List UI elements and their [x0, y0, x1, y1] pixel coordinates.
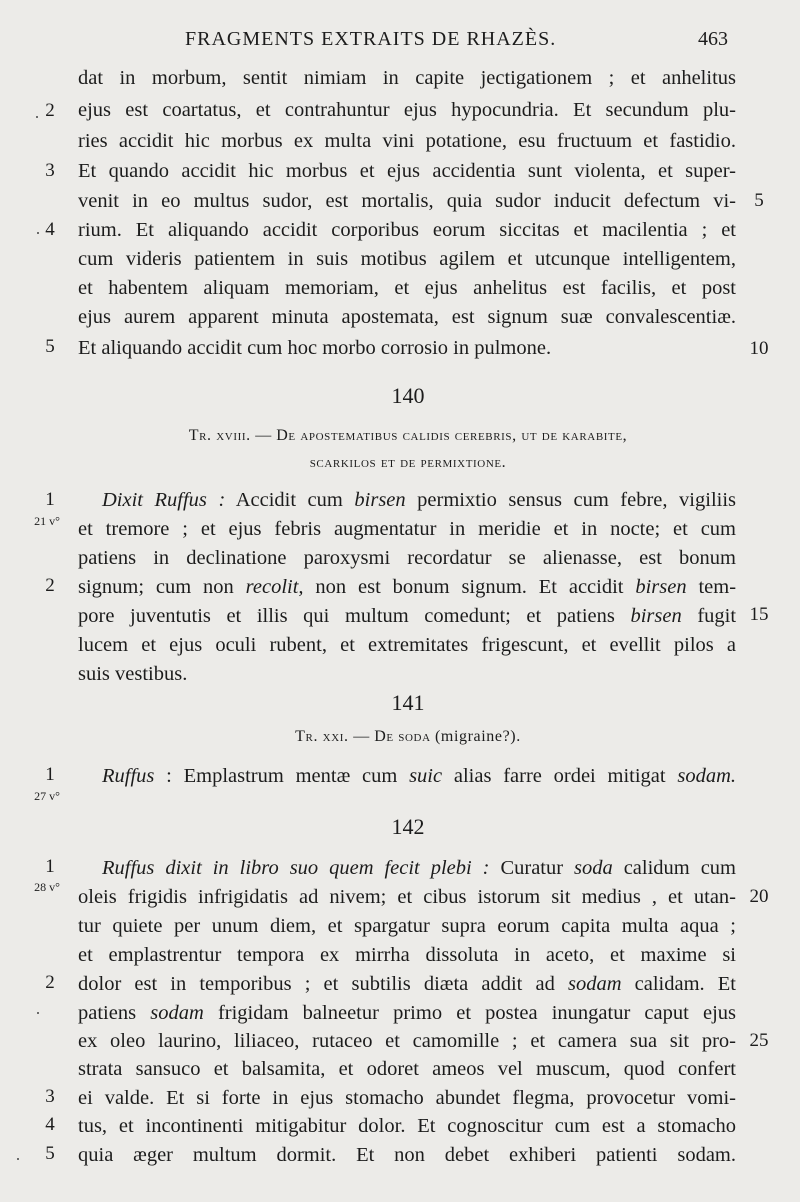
text-line: ejus est coartatus, et contrahuntur ejus hypocundria. Et secundum plu- — [78, 99, 736, 121]
section-number: 142 — [391, 814, 425, 839]
margin-line-number: 15 — [749, 604, 769, 625]
margin-paragraph-number: 1 — [45, 489, 55, 510]
ink-speck — [17, 1158, 19, 1160]
text-line: oleis frigidis infrigidatis ad nivem; et cibus istorum sit medius , et utan- — [78, 886, 736, 908]
text-line: et tremore ; et ejus febris augmentatur in meridie et in nocte; et cum — [78, 518, 736, 540]
text-line: ries accidit hic morbus ex multa vini potatione, esu fructuum et fastidio. — [78, 130, 736, 152]
text-span: Curatur — [500, 857, 564, 879]
section-heading — [0, 427, 800, 445]
term-italic: sodam. — [677, 765, 737, 787]
running-title: FRAGMENTS EXTRAITS DE RHAZÈS. — [185, 28, 557, 50]
text-line — [78, 602, 736, 631]
section-heading — [0, 728, 800, 746]
text-line: ejus aurem apparent minuta apostemata, est signum suæ convalescentiæ. — [78, 306, 736, 328]
heading-title: De apostematibus calidis cerebris, ut de karabite, — [276, 427, 628, 444]
margin-folio: 28 v° — [34, 880, 60, 894]
margin-paragraph-number: 2 — [45, 575, 55, 596]
text-line: et habentem aliquam memoriam, et ejus anhelitus est facilis, et post — [78, 277, 736, 299]
margin-paragraph-number: 1 — [45, 764, 55, 785]
text-line: venit in eo multus sudor, est mortalis, quia sudor inducit defectum vi- — [78, 190, 736, 212]
text-line: lucem et ejus oculi rubent, et extremitates frigescunt, et evellit pilos a — [78, 634, 736, 656]
ink-speck — [36, 116, 38, 118]
author-name: Dixit Ruffus : — [102, 489, 226, 511]
text-line — [78, 999, 736, 1028]
heading-gloss: (migraine?). — [435, 728, 521, 745]
text-line: patiens in declinatione paroxysmi recordatur se alienasse, est bonum — [78, 547, 736, 569]
margin-paragraph-number: 5 — [45, 336, 55, 357]
term-italic: recolit, — [245, 576, 304, 598]
text-span: calidam. Et — [634, 973, 736, 995]
author-name: Ruffus — [102, 765, 155, 787]
text-line: tur quiete per unum diem, et spargatur supra eorum capita multa aqua ; — [78, 915, 736, 937]
page-number: 463 — [698, 28, 728, 50]
text-line — [78, 573, 736, 602]
text-line: ei valde. Et si forte in ejus stomacho abundet flegma, provocetur vomi- — [78, 1087, 736, 1109]
page-header — [0, 28, 800, 58]
text-span: permixtio sensus cum febre, vigiliis — [417, 489, 737, 511]
margin-line-number: 25 — [749, 1030, 769, 1051]
term-italic: suic — [409, 765, 443, 787]
text-span: non est bonum signum. Et accidit — [315, 576, 624, 598]
margin-paragraph-number: 2 — [45, 100, 55, 121]
margin-line-number: 20 — [749, 886, 769, 907]
term-italic: soda — [574, 857, 613, 879]
margin-paragraph-number: 5 — [45, 1143, 55, 1164]
margin-paragraph-number: 4 — [45, 1114, 55, 1135]
margin-paragraph-number: 3 — [45, 160, 55, 181]
margin-folio: 27 v° — [34, 789, 60, 803]
margin-paragraph-number: 3 — [45, 1086, 55, 1107]
text-line: et emplastrentur tempora ex mirrha dissoluta in aceto, et maxime si — [78, 944, 736, 966]
text-span: fugit — [697, 605, 737, 627]
ink-speck — [37, 232, 39, 234]
heading-title-cont: scarkilos et de permixtione. — [309, 454, 507, 471]
section-heading-line2 — [0, 454, 800, 472]
margin-paragraph-number: 2 — [45, 972, 55, 993]
text-span: frigidam balneetur primo et postea inungatur caput ejus — [217, 1002, 736, 1024]
text-span: signum; cum non — [78, 576, 234, 598]
heading-title: De soda — [374, 728, 431, 745]
text-span: dolor est in temporibus ; et subtilis diæta addit ad — [78, 973, 555, 995]
text-span: tem- — [698, 576, 737, 598]
text-line: suis vestibus. — [78, 663, 188, 685]
ink-speck — [37, 1012, 39, 1014]
term-italic: birsen — [354, 489, 406, 511]
margin-line-number: 10 — [749, 338, 769, 359]
text-span: : Emplastrum mentæ cum — [166, 765, 398, 787]
text-line — [102, 762, 736, 791]
treatise-ref: Tr. xviii. — — [188, 427, 272, 444]
text-line: dat in morbum, sentit nimiam in capite jectigationem ; et anhelitus — [78, 67, 736, 89]
term-italic: sodam — [150, 1002, 204, 1024]
margin-paragraph-number: 4 — [45, 219, 55, 240]
term-italic: birsen — [630, 605, 682, 627]
text-line — [102, 486, 736, 515]
text-span: calidum cum — [623, 857, 736, 879]
term-italic: birsen — [635, 576, 687, 598]
text-line: ex oleo laurino, liliaceo, rutaceo et camomille ; et camera sua sit pro- — [78, 1030, 736, 1052]
term-italic: sodam — [567, 973, 622, 995]
text-line: strata sansuco et balsamita, et odoret ameos vel muscum, quod confert — [78, 1058, 736, 1080]
margin-paragraph-number: 1 — [45, 856, 55, 877]
text-span: Accidit cum — [235, 489, 343, 511]
section-number: 140 — [391, 383, 425, 408]
text-span: alias farre ordei mitigat — [453, 765, 666, 787]
text-span: pore juventutis et illis qui multum comedunt; et patiens — [78, 605, 615, 627]
text-line: quia æger multum dormit. Et non debet exhiberi patienti sodam. — [78, 1144, 736, 1166]
margin-folio: 21 v° — [34, 514, 60, 528]
text-span: patiens — [78, 1002, 137, 1024]
text-line: tus, et incontinenti mitigabitur dolor. Et cognoscitur cum est a stomacho — [78, 1115, 736, 1137]
section-number: 141 — [391, 690, 425, 715]
text-line: cum videris patientem in suis motibus agilem et utcunque intelligentem, — [78, 248, 736, 270]
text-line — [102, 854, 736, 883]
text-line: rium. Et aliquando accidit corporibus eorum siccitas et macilentia ; et — [78, 219, 736, 241]
author-name: Ruffus dixit in libro suo quem fecit plebi : — [102, 857, 490, 879]
margin-line-number: 5 — [754, 190, 764, 211]
treatise-ref: Tr. xxi. — — [295, 728, 370, 745]
text-line — [78, 970, 736, 999]
text-line: Et aliquando accidit cum hoc morbo corrosio in pulmone. — [78, 337, 552, 359]
text-line: Et quando accidit hic morbus et ejus accidentia sunt violenta, et super- — [78, 160, 736, 182]
